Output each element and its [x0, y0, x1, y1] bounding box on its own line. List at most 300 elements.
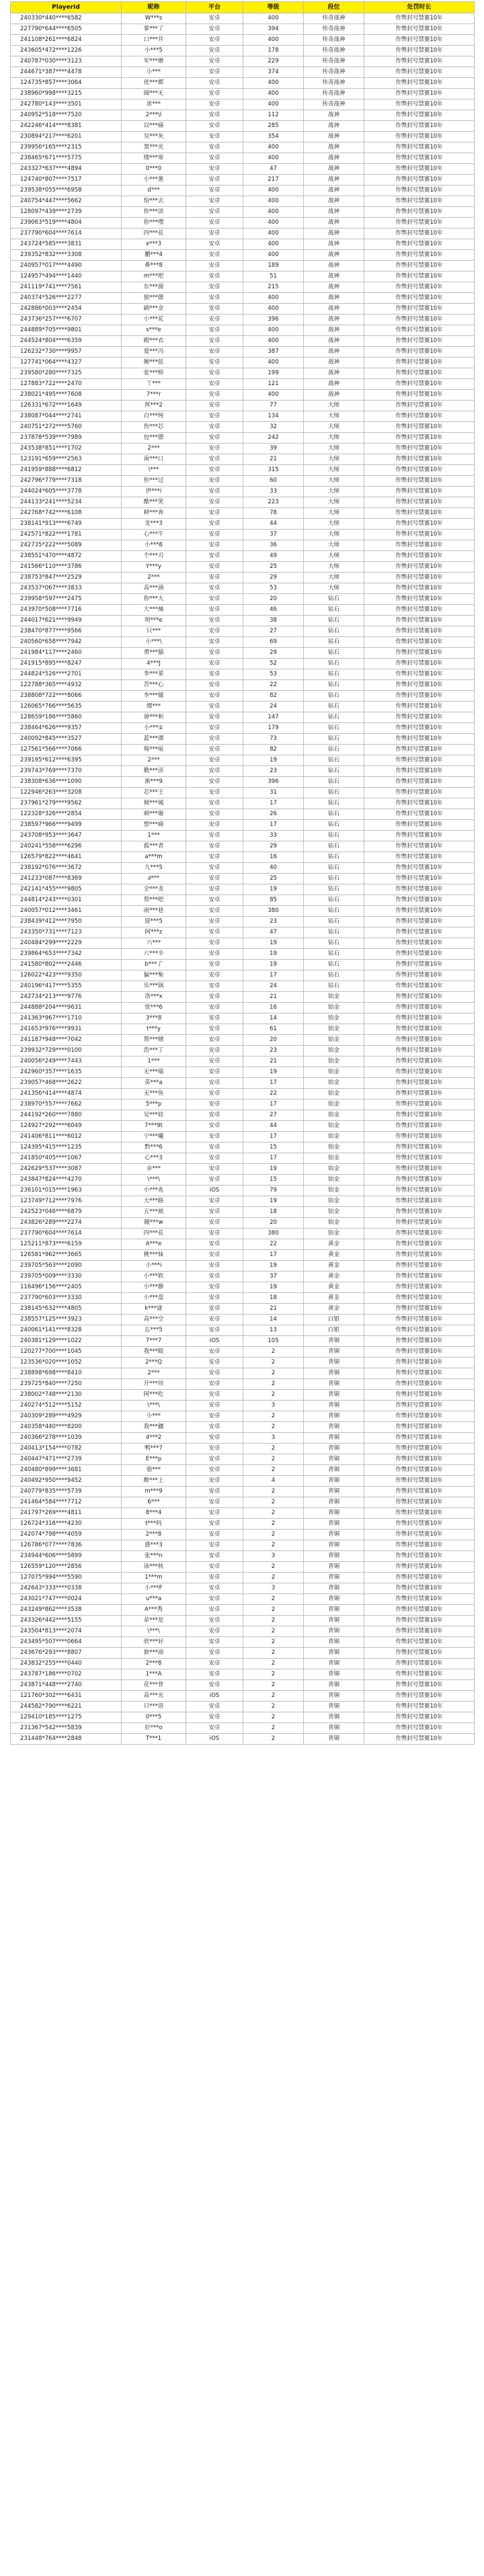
cell-nickname: 4***J — [122, 659, 186, 669]
cell-player-id: 240754*447****5662 — [11, 196, 122, 207]
cell-player-id: 237790*603****3330 — [11, 1293, 122, 1304]
cell-punishment-duration: 作弊封号禁赛10年 — [364, 992, 475, 1003]
cell-player-id: 239932*729****0100 — [11, 1046, 122, 1056]
cell-player-id: 240957*017****4490 — [11, 261, 122, 272]
cell-platform: 安卓 — [186, 89, 243, 99]
cell-player-id: 120277*700****1045 — [11, 1347, 122, 1358]
cell-nickname: 帮***吧 — [122, 895, 186, 906]
cell-punishment-duration: 作弊封号禁赛10年 — [364, 1433, 475, 1444]
cell-rank: 传奇战神 — [304, 56, 364, 67]
cell-level: 400 — [243, 304, 304, 315]
cell-platform: 安卓 — [186, 153, 243, 164]
cell-platform: 安卓 — [186, 1067, 243, 1078]
cell-nickname: 阿***吃 — [122, 1390, 186, 1401]
cell-player-id: 244133*241****5234 — [11, 497, 122, 508]
cell-platform: 安卓 — [186, 358, 243, 368]
cell-platform: 安卓 — [186, 1229, 243, 1239]
cell-level: 2 — [243, 1594, 304, 1605]
cell-punishment-duration: 作弊封号禁赛10年 — [364, 1250, 475, 1261]
cell-level: 17 — [243, 1099, 304, 1110]
cell-punishment-duration: 作弊封号禁赛10年 — [364, 1186, 475, 1196]
cell-platform: 安卓 — [186, 1368, 243, 1379]
cell-platform: 安卓 — [186, 1702, 243, 1712]
cell-level: 15 — [243, 1175, 304, 1186]
cell-nickname: ∂*** — [122, 874, 186, 884]
cell-level: 46 — [243, 605, 304, 616]
cell-platform: 安卓 — [186, 917, 243, 927]
cell-platform: 安卓 — [186, 1250, 243, 1261]
cell-player-id: 243871*448****2740 — [11, 1680, 122, 1691]
cell-level: 400 — [243, 99, 304, 110]
table-row — [11, 1562, 475, 1573]
cell-rank: 钻石 — [304, 852, 364, 863]
cell-platform: 安卓 — [186, 960, 243, 970]
table-row — [11, 1207, 475, 1218]
table-row — [11, 315, 475, 325]
cell-rank: 铂金 — [304, 1089, 364, 1099]
cell-rank: 大师 — [304, 433, 364, 444]
cell-punishment-duration: 作弊封号禁赛10年 — [364, 1325, 475, 1336]
cell-platform: 安卓 — [186, 1401, 243, 1411]
cell-punishment-duration: 作弊封号禁赛10年 — [364, 185, 475, 196]
cell-nickname: 小***5 — [122, 46, 186, 56]
cell-rank: 青铜 — [304, 1605, 364, 1616]
cell-level: 2 — [243, 1637, 304, 1648]
table-row — [11, 970, 475, 981]
cell-platform: 安卓 — [186, 852, 243, 863]
cell-punishment-duration: 作弊封号禁赛10年 — [364, 1164, 475, 1175]
table-row — [11, 669, 475, 680]
cell-punishment-duration: 作弊封号禁赛10年 — [364, 809, 475, 820]
cell-punishment-duration: 作弊封号禁赛10年 — [364, 121, 475, 132]
cell-nickname: 勤***淳 — [122, 766, 186, 777]
cell-rank: 钻石 — [304, 648, 364, 659]
table-row — [11, 884, 475, 895]
cell-player-id: 242643*333****0338 — [11, 1583, 122, 1594]
cell-player-id: 126331*672****1649 — [11, 401, 122, 411]
cell-player-id: 239057*468****2622 — [11, 1078, 122, 1089]
cell-nickname: 殇***痕 — [122, 745, 186, 755]
cell-rank: 钻石 — [304, 702, 364, 712]
cell-rank: 大师 — [304, 540, 364, 551]
cell-punishment-duration: 作弊封号禁赛10年 — [364, 1594, 475, 1605]
cell-level: 178 — [243, 46, 304, 56]
cell-rank: 铂金 — [304, 1164, 364, 1175]
cell-platform: 安卓 — [186, 261, 243, 272]
cell-player-id: 124927*292****6049 — [11, 1121, 122, 1132]
cell-nickname: 鸭***7 — [122, 1444, 186, 1454]
cell-player-id: 227790*644****6505 — [11, 24, 122, 35]
table-row — [11, 1035, 475, 1046]
cell-nickname: A***e — [122, 1239, 186, 1250]
cell-rank: 钻石 — [304, 863, 364, 874]
cell-rank: 青铜 — [304, 1401, 364, 1411]
cell-platform: 安卓 — [186, 1046, 243, 1056]
cell-punishment-duration: 作弊封号禁赛10年 — [364, 1272, 475, 1282]
cell-platform: 安卓 — [186, 164, 243, 175]
cell-nickname: 个***刃 — [122, 551, 186, 562]
cell-nickname: 宁***曦 — [122, 1132, 186, 1142]
cell-platform: 安卓 — [186, 1132, 243, 1142]
cell-level: 2 — [243, 1626, 304, 1637]
cell-player-id: 242141*455****9805 — [11, 884, 122, 895]
cell-platform: 安卓 — [186, 1508, 243, 1519]
cell-rank: 青铜 — [304, 1358, 364, 1368]
cell-punishment-duration: 作弊封号禁赛10年 — [364, 917, 475, 927]
cell-punishment-duration: 作弊封号禁赛10年 — [364, 1712, 475, 1723]
cell-punishment-duration: 作弊封号禁赛10年 — [364, 67, 475, 78]
table-row — [11, 1680, 475, 1691]
cell-punishment-duration: 作弊封号禁赛10年 — [364, 1035, 475, 1046]
cell-level: 315 — [243, 465, 304, 476]
table-row — [11, 1250, 475, 1261]
table-row — [11, 24, 475, 35]
cell-nickname: 六***辛 — [122, 949, 186, 960]
cell-player-id: 126724*316****4230 — [11, 1519, 122, 1530]
cell-level: 21 — [243, 1304, 304, 1315]
cell-rank: 战神 — [304, 304, 364, 315]
cell-rank: 青铜 — [304, 1379, 364, 1390]
cell-level: 20 — [243, 594, 304, 605]
cell-punishment-duration: 作弊封号禁赛10年 — [364, 46, 475, 56]
cell-punishment-duration: 作弊封号禁赛10年 — [364, 1605, 475, 1616]
cell-player-id: 128097*439****2739 — [11, 207, 122, 218]
cell-player-id: 240196*417****5355 — [11, 981, 122, 992]
cell-level: 29 — [243, 841, 304, 852]
cell-level: 19 — [243, 1196, 304, 1207]
cell-nickname: 7***7 — [122, 1336, 186, 1347]
cell-punishment-duration: 作弊封号禁赛10年 — [364, 1358, 475, 1368]
cell-nickname: 骆*** — [122, 1465, 186, 1476]
cell-nickname: b***了 — [122, 960, 186, 970]
cell-punishment-duration: 作弊封号禁赛10年 — [364, 1540, 475, 1551]
cell-player-id: 241850*405****1067 — [11, 1153, 122, 1164]
cell-level: 17 — [243, 970, 304, 981]
cell-rank: 传奇战神 — [304, 24, 364, 35]
cell-player-id: 240787*030****3123 — [11, 56, 122, 67]
cell-punishment-duration: 作弊封号禁赛10年 — [364, 508, 475, 519]
cell-punishment-duration: 作弊封号禁赛10年 — [364, 164, 475, 175]
table-row — [11, 1153, 475, 1164]
cell-player-id: 243327*637****4894 — [11, 164, 122, 175]
cell-punishment-duration: 作弊封号禁赛10年 — [364, 1261, 475, 1272]
cell-platform: 安卓 — [186, 1723, 243, 1734]
table-row — [11, 788, 475, 798]
cell-platform: 安卓 — [186, 1562, 243, 1573]
cell-player-id: 243605*472****1226 — [11, 46, 122, 56]
cell-level: 400 — [243, 325, 304, 336]
cell-rank: 青铜 — [304, 1648, 364, 1659]
cell-rank: 战神 — [304, 142, 364, 153]
cell-rank: 钻石 — [304, 745, 364, 755]
cell-level: 24 — [243, 702, 304, 712]
cell-player-id: 242074*798****4059 — [11, 1530, 122, 1540]
cell-player-id: 238960*998****3215 — [11, 89, 122, 99]
cell-platform: 安卓 — [186, 304, 243, 315]
cell-level: 18 — [243, 1207, 304, 1218]
cell-level: 380 — [243, 906, 304, 917]
cell-platform: 安卓 — [186, 1551, 243, 1562]
cell-platform: 安卓 — [186, 777, 243, 788]
table-row — [11, 1530, 475, 1540]
cell-nickname: 忘***5 — [122, 1325, 186, 1336]
cell-punishment-duration: 作弊封号禁赛10年 — [364, 637, 475, 648]
cell-level: 22 — [243, 1089, 304, 1099]
cell-punishment-duration: 作弊封号禁赛10年 — [364, 970, 475, 981]
cell-nickname: 开***珍 — [122, 1379, 186, 1390]
cell-nickname: 孤***者 — [122, 841, 186, 852]
cell-rank: 钻石 — [304, 594, 364, 605]
table-row — [11, 1519, 475, 1530]
cell-player-id: 236101*015****1963 — [11, 1186, 122, 1196]
cell-punishment-duration: 作弊封号禁赛10年 — [364, 1444, 475, 1454]
table-row — [11, 1465, 475, 1476]
table-row — [11, 583, 475, 594]
cell-player-id: 240358*440****8200 — [11, 1422, 122, 1433]
cell-level: 16 — [243, 1003, 304, 1013]
table-row — [11, 1089, 475, 1099]
cell-level: 2 — [243, 1648, 304, 1659]
cell-nickname: 1***m — [122, 1573, 186, 1583]
cell-platform: 安卓 — [186, 175, 243, 185]
cell-player-id: 126232*730****9957 — [11, 347, 122, 358]
cell-player-id: 243249*862****3538 — [11, 1605, 122, 1616]
cell-platform: 安卓 — [186, 1315, 243, 1325]
cell-level: 400 — [243, 35, 304, 46]
cell-platform: 安卓 — [186, 745, 243, 755]
cell-player-id: 239580*280****7325 — [11, 368, 122, 379]
cell-nickname: 欣***好 — [122, 1637, 186, 1648]
table-row — [11, 1573, 475, 1583]
cell-nickname: 高***滴 — [122, 583, 186, 594]
cell-punishment-duration: 作弊封号禁赛10年 — [364, 852, 475, 863]
cell-player-id: 238021*495****7608 — [11, 390, 122, 401]
cell-player-id: 241566*110****3786 — [11, 562, 122, 573]
cell-nickname: 白***纯 — [122, 411, 186, 422]
cell-nickname: 小*** — [122, 1411, 186, 1422]
cell-rank: 大师 — [304, 562, 364, 573]
cell-punishment-duration: 作弊封号禁赛10年 — [364, 530, 475, 540]
cell-level: 400 — [243, 228, 304, 239]
table-row — [11, 1734, 475, 1745]
cell-platform: 安卓 — [186, 13, 243, 24]
table-row — [11, 110, 475, 121]
cell-punishment-duration: 作弊封号禁赛10年 — [364, 1282, 475, 1293]
cell-level: 47 — [243, 927, 304, 938]
cell-player-id: 242734*213****9776 — [11, 992, 122, 1003]
cell-level: 2 — [243, 1530, 304, 1540]
cell-nickname: 四***花 — [122, 228, 186, 239]
cell-punishment-duration: 作弊封号禁赛10年 — [364, 1637, 475, 1648]
cell-punishment-duration: 作弊封号禁赛10年 — [364, 142, 475, 153]
table-row — [11, 949, 475, 960]
cell-nickname: 明***e — [122, 616, 186, 626]
cell-nickname: 4***2 — [122, 1433, 186, 1444]
cell-nickname: 1***A — [122, 1669, 186, 1680]
cell-punishment-duration: 作弊封号禁赛10年 — [364, 1551, 475, 1562]
cell-nickname: 全***龙 — [122, 884, 186, 895]
cell-platform: 安卓 — [186, 465, 243, 476]
cell-player-id: 127741*064****4327 — [11, 358, 122, 368]
cell-punishment-duration: 作弊封号禁赛10年 — [364, 422, 475, 433]
cell-nickname: 阿***z — [122, 927, 186, 938]
cell-punishment-duration: 作弊封号禁赛10年 — [364, 1583, 475, 1594]
cell-platform: 安卓 — [186, 1519, 243, 1530]
cell-level: 396 — [243, 315, 304, 325]
cell-level: 3 — [243, 1401, 304, 1411]
cell-player-id: 237790*604****7614 — [11, 1229, 122, 1239]
cell-punishment-duration: 作弊封号禁赛10年 — [364, 723, 475, 734]
table-row — [11, 1013, 475, 1024]
cell-nickname: 小***软 — [122, 1272, 186, 1282]
cell-nickname: 浩***丁 — [122, 1046, 186, 1056]
cell-platform: 安卓 — [186, 648, 243, 659]
cell-player-id: 244524*804****6359 — [11, 336, 122, 347]
cell-punishment-duration: 作弊封号禁赛10年 — [364, 282, 475, 293]
cell-nickname: 洛***x — [122, 992, 186, 1003]
cell-punishment-duration: 作弊封号禁赛10年 — [364, 1336, 475, 1347]
cell-platform: 安卓 — [186, 293, 243, 304]
cell-platform: 安卓 — [186, 938, 243, 949]
cell-player-id: 124957*494****1440 — [11, 272, 122, 282]
table-row — [11, 411, 475, 422]
cell-platform: 安卓 — [186, 110, 243, 121]
cell-player-id: 240061*141****8328 — [11, 1325, 122, 1336]
cell-player-id: 122788*365****4932 — [11, 680, 122, 691]
cell-nickname: 小***花 — [122, 315, 186, 325]
cell-punishment-duration: 作弊封号禁赛10年 — [364, 304, 475, 315]
cell-level: 285 — [243, 121, 304, 132]
cell-nickname: 雨***巷 — [122, 906, 186, 917]
cell-rank: 战神 — [304, 358, 364, 368]
cell-player-id: 244888*204****9631 — [11, 1003, 122, 1013]
cell-platform: 安卓 — [186, 1325, 243, 1336]
table-row — [11, 1067, 475, 1078]
cell-punishment-duration: 作弊封号禁赛10年 — [364, 949, 475, 960]
cell-level: 2 — [243, 1691, 304, 1702]
table-row — [11, 1422, 475, 1433]
cell-punishment-duration: 作弊封号禁赛10年 — [364, 175, 475, 185]
cell-nickname: \*** — [122, 465, 186, 476]
cell-rank: 黄金 — [304, 1261, 364, 1272]
cell-nickname: 优***都 — [122, 78, 186, 89]
cell-platform: iOS — [186, 1186, 243, 1196]
cell-punishment-duration: 作弊封号禁赛10年 — [364, 1379, 475, 1390]
cell-nickname: 忧***6 — [122, 1003, 186, 1013]
cell-platform: 安卓 — [186, 702, 243, 712]
cell-rank: 铂金 — [304, 992, 364, 1003]
cell-player-id: 125211*873****6159 — [11, 1239, 122, 1250]
cell-level: 400 — [243, 142, 304, 153]
cell-level: 13 — [243, 1325, 304, 1336]
cell-player-id: 238808*722****8066 — [11, 691, 122, 702]
table-row — [11, 1336, 475, 1347]
cell-platform: 安卓 — [186, 605, 243, 616]
cell-player-id: 240092*845****3527 — [11, 734, 122, 745]
cell-player-id: 243826*289****2274 — [11, 1218, 122, 1229]
cell-nickname: 包***德 — [122, 433, 186, 444]
cell-nickname: 小***葱 — [122, 175, 186, 185]
cell-rank: 青铜 — [304, 1465, 364, 1476]
cell-platform: 安卓 — [186, 78, 243, 89]
cell-rank: 青铜 — [304, 1562, 364, 1573]
cell-rank: 大师 — [304, 401, 364, 411]
cell-platform: 安卓 — [186, 390, 243, 401]
cell-platform: 安卓 — [186, 1218, 243, 1229]
cell-punishment-duration: 作弊封号禁赛10年 — [364, 1476, 475, 1487]
table-row — [11, 228, 475, 239]
cell-player-id: 242886*003****2454 — [11, 304, 122, 315]
cell-player-id: 231367*542****5839 — [11, 1723, 122, 1734]
cell-player-id: 240056*249****7443 — [11, 1056, 122, 1067]
cell-platform: 安卓 — [186, 1411, 243, 1422]
cell-platform: 安卓 — [186, 272, 243, 282]
cell-punishment-duration: 作弊封号禁赛10年 — [364, 56, 475, 67]
cell-rank: 铂金 — [304, 1056, 364, 1067]
cell-level: 36 — [243, 540, 304, 551]
cell-rank: 钻石 — [304, 809, 364, 820]
table-row — [11, 1078, 475, 1089]
cell-nickname: 苗***a — [122, 1078, 186, 1089]
cell-player-id: 127075*994****5590 — [11, 1573, 122, 1583]
cell-nickname: x***3 — [122, 239, 186, 250]
cell-level: 2 — [243, 1347, 304, 1358]
cell-platform: 安卓 — [186, 508, 243, 519]
cell-player-id: 241119*741****7561 — [11, 282, 122, 293]
table-row — [11, 261, 475, 272]
cell-player-id: 242571*822****1781 — [11, 530, 122, 540]
cell-player-id: 240447*471****2739 — [11, 1454, 122, 1465]
cell-platform: 安卓 — [186, 573, 243, 583]
cell-punishment-duration: 作弊封号禁赛10年 — [364, 1207, 475, 1218]
table-row — [11, 1132, 475, 1142]
cell-platform: 安卓 — [186, 691, 243, 702]
cell-nickname: 独***德 — [122, 293, 186, 304]
cell-nickname: 无***喵 — [122, 1067, 186, 1078]
cell-level: 242 — [243, 433, 304, 444]
cell-nickname: m***9 — [122, 1487, 186, 1497]
cell-player-id: 243350*731****7123 — [11, 927, 122, 938]
cell-nickname: s***e — [122, 325, 186, 336]
cell-player-id: 240274*512****5152 — [11, 1401, 122, 1411]
cell-punishment-duration: 作弊封号禁赛10年 — [364, 1078, 475, 1089]
cell-level: 19 — [243, 1261, 304, 1272]
cell-platform: 安卓 — [186, 1153, 243, 1164]
cell-platform: 安卓 — [186, 530, 243, 540]
cell-punishment-duration: 作弊封号禁赛10年 — [364, 1562, 475, 1573]
cell-rank: 钻石 — [304, 755, 364, 766]
cell-nickname: 九***5 — [122, 863, 186, 874]
cell-level: 2 — [243, 1519, 304, 1530]
cell-nickname: 2*** — [122, 755, 186, 766]
cell-nickname: 恰***去 — [122, 196, 186, 207]
cell-rank: 青铜 — [304, 1336, 364, 1347]
cell-nickname: 好***o — [122, 1723, 186, 1734]
cell-level: 39 — [243, 444, 304, 454]
cell-rank: 战神 — [304, 228, 364, 239]
table-row — [11, 745, 475, 755]
table-row — [11, 863, 475, 874]
cell-platform: iOS — [186, 1336, 243, 1347]
cell-nickname: 勇***猫 — [122, 648, 186, 659]
table-row — [11, 1003, 475, 1013]
cell-platform: 安卓 — [186, 1293, 243, 1304]
cell-nickname: A***秀 — [122, 1605, 186, 1616]
table-row — [11, 594, 475, 605]
table-row — [11, 702, 475, 712]
cell-player-id: 244671*387****4478 — [11, 67, 122, 78]
cell-platform: 安卓 — [186, 99, 243, 110]
